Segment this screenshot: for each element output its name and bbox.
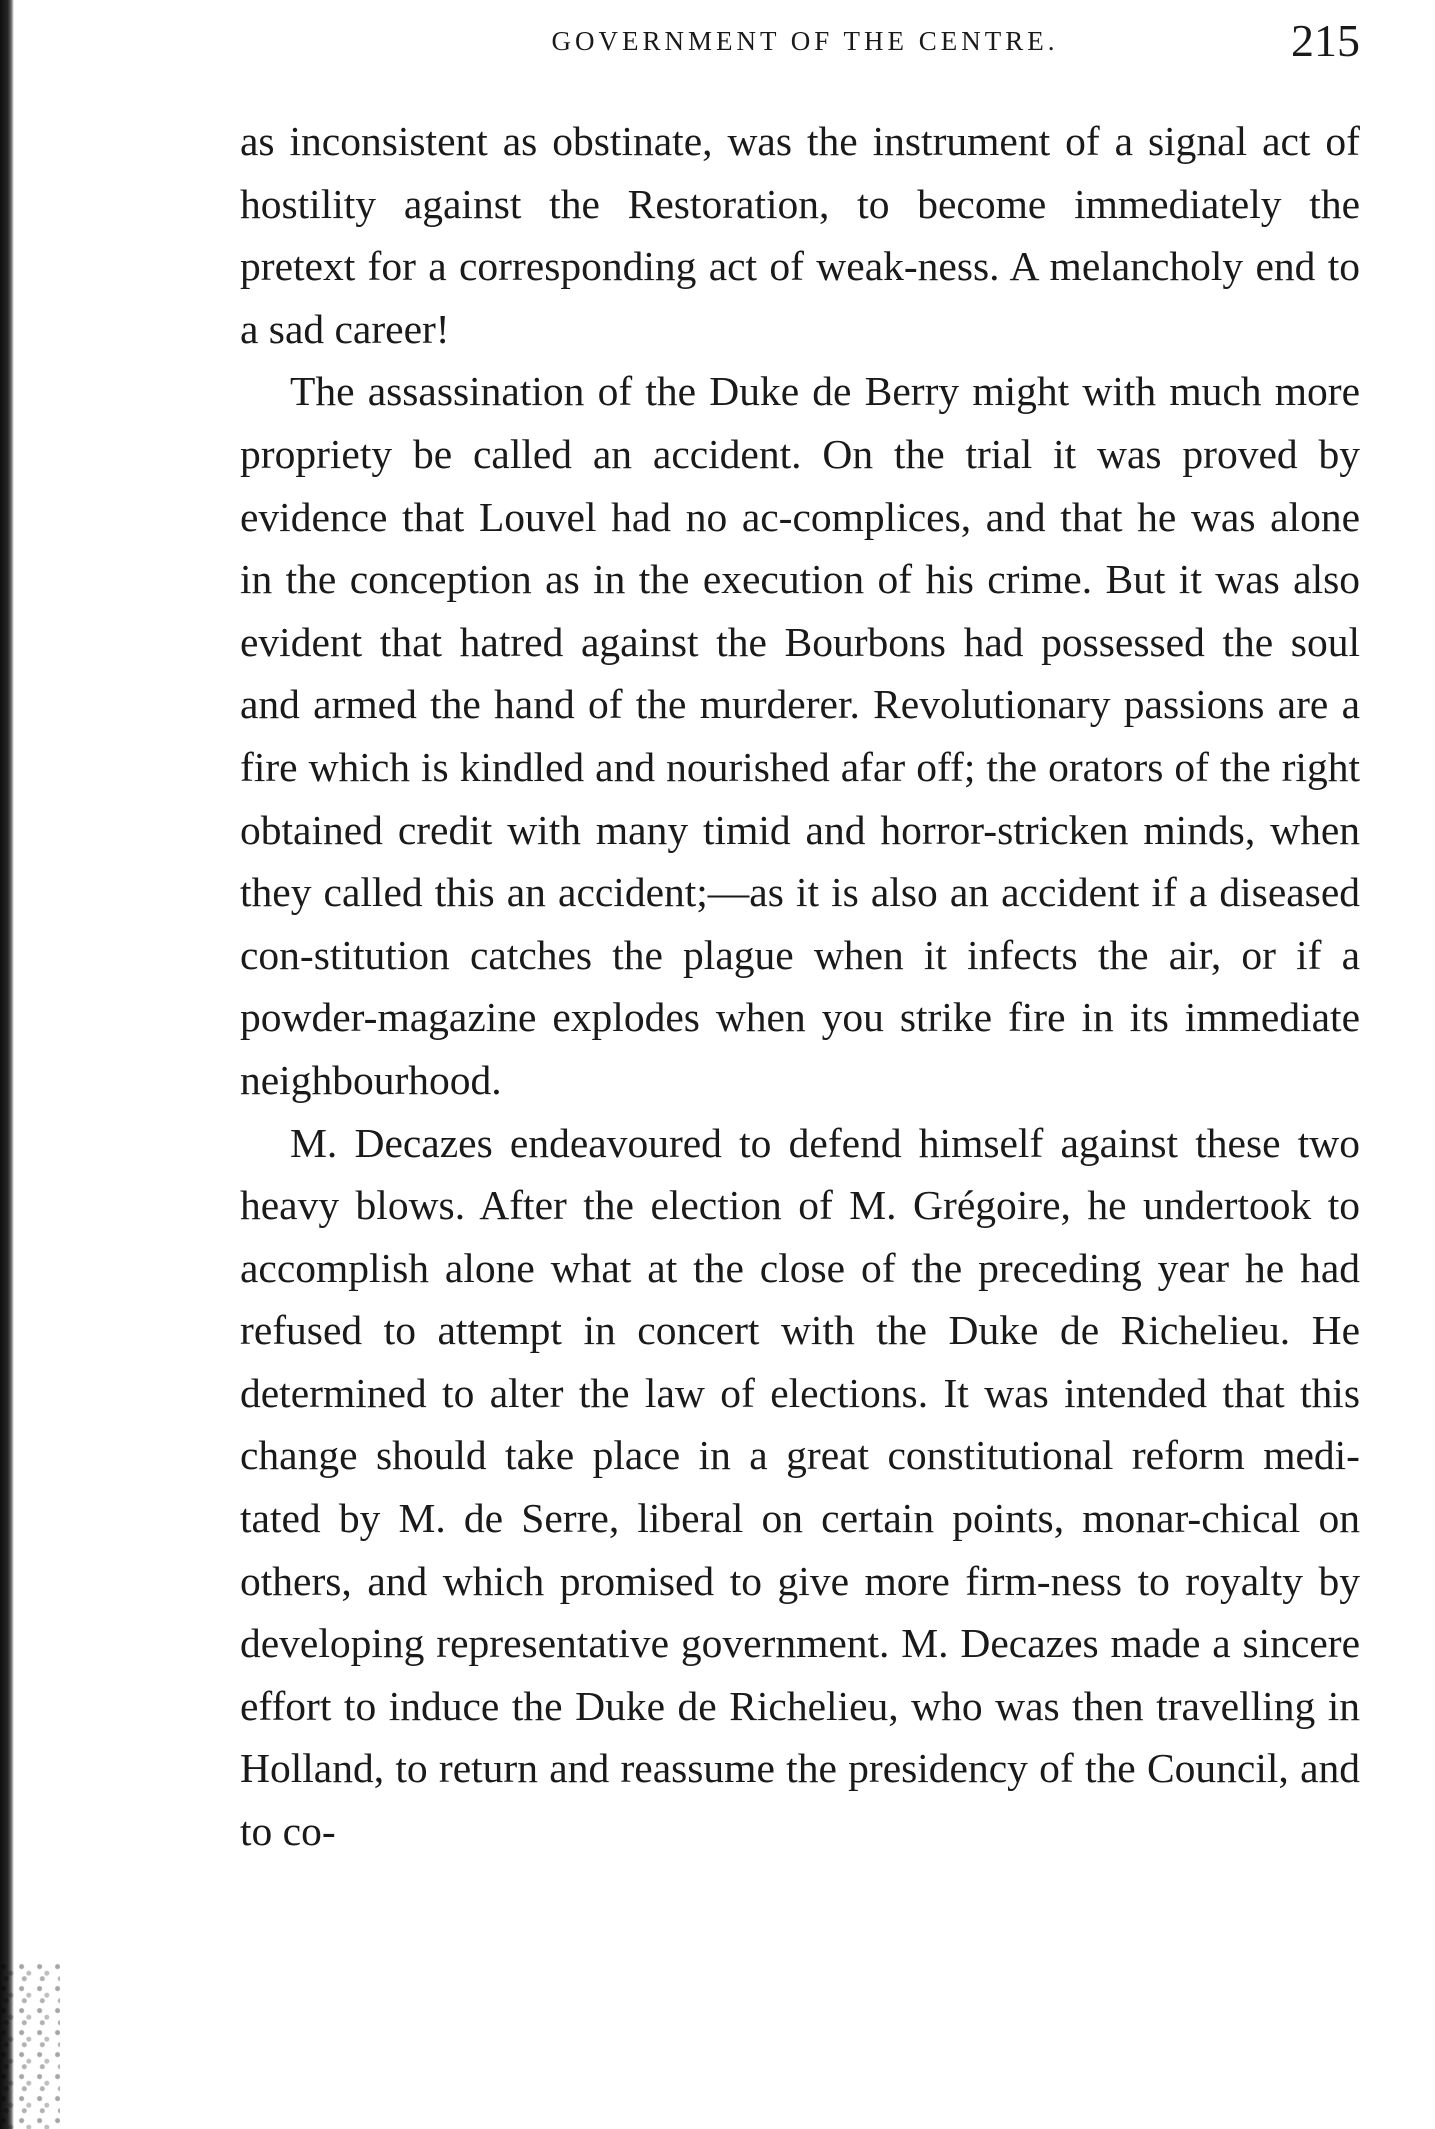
- running-head: [240, 0, 1360, 110]
- running-title: GOVERNMENT OF THE CENTRE.: [551, 26, 1059, 56]
- binding-speckle: [0, 1960, 60, 2129]
- page-number: 215: [1291, 15, 1360, 66]
- paragraph-decazes: M. Decazes endeavoured to defend himself against these two heavy blows. After the election of M. Grégoire, he undertook to accomplish alone what at the close of the preceding year he had refused to attempt in concert with the Duke de Richelieu. He determined to alter the law of elections. It was intended that this change should take place in a great constitutional reform medi-tated by M. de Serre, liberal on certain points, monar-chical on others, and which promised to give more firm-ness to royalty by developing representative government. M. Decazes made a sincere effort to induce the Duke de Richelieu, who was then travelling in Holland, to return and reassume the presidency of the Council, and to co-: [240, 1119, 1360, 1855]
- body-text: [240, 110, 1360, 1863]
- book-page: [240, 0, 1360, 1863]
- page-binding-edge: [0, 0, 14, 2129]
- paragraph-continued: as inconsistent as obstinate, was the instrument of a signal act of hostility against the Restoration, to become immediately the pretext for a corresponding act of weak-ness. A melancholy end to a sad career!: [240, 118, 1360, 352]
- paragraph-assassination: The assassination of the Duke de Berry might with much more propriety be called an accident. On the trial it was proved by evidence that Louvel had no ac-complices, and that he was alone in the conception as in the execution of his crime. But it was also evident that hatred against the Bourbons had possessed the soul and armed the hand of the murderer. Revolutionary passions are a fire which is kindled and nourished afar off; the orators of the right obtained credit with many timid and horror-stricken minds, when they called this an accident;—as it is also an accident if a diseased con-stitution catches the plague when it infects the air, or if a powder-magazine explodes when you strike fire in its immediate neighbourhood.: [240, 368, 1360, 1103]
